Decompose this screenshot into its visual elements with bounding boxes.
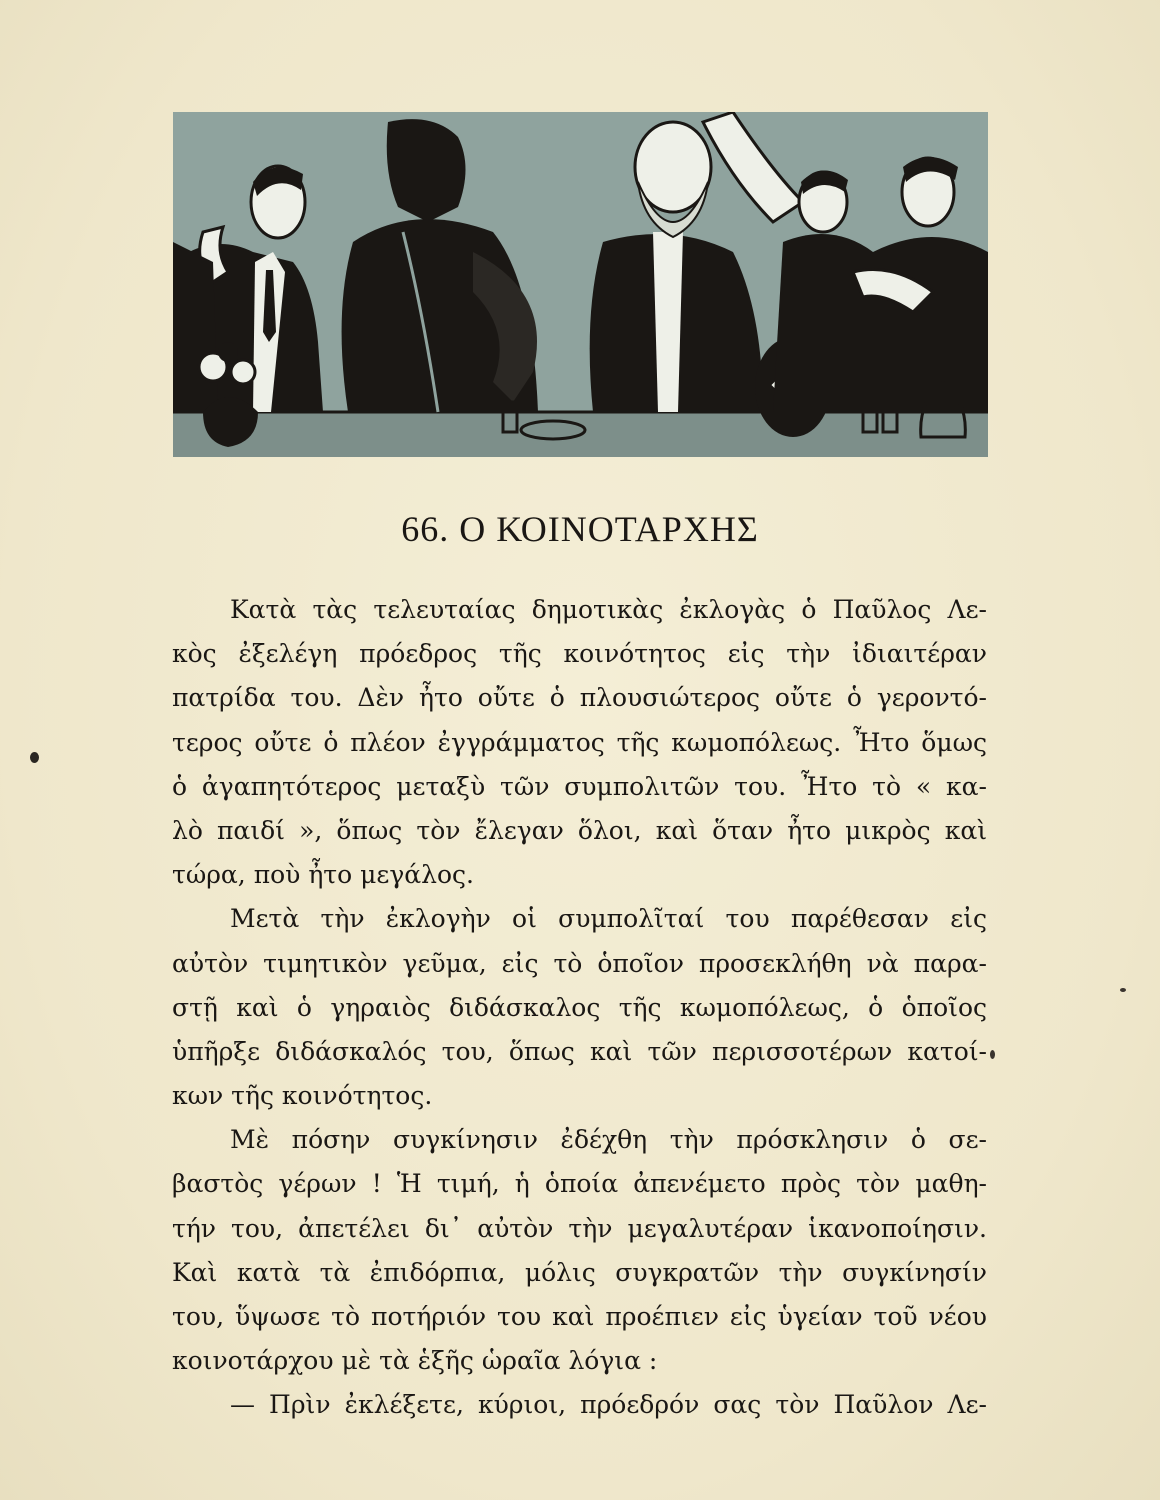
- margin-ink-dot: [30, 752, 39, 763]
- text-line: στῇ καὶ ὁ γηραιὸς διδάσκαλος τῆς κωμοπόλεως, ὁ ὁποῖος: [172, 992, 987, 1022]
- text-line: αὐτὸν τιμητικὸν γεῦμα, εἰς τὸ ὁποῖον προσεκλήθη νὰ παρα-: [172, 948, 987, 978]
- far-right-man-figure: [853, 157, 988, 412]
- text-line: — Πρὶν ἐκλέξετε, κύριοι, πρόεδρόν σας τὸν Παῦλον Λε-: [230, 1390, 987, 1420]
- ink-speck: [1120, 988, 1126, 992]
- back-view-man-figure: [342, 119, 538, 412]
- text-line: του, ὕψωσε τὸ ποτήριόν του καὶ προέπιεν εἰς ὑγείαν τοῦ νέου: [172, 1302, 987, 1331]
- text-line: Κατὰ τὰς τελευταίας δημοτικὰς ἐκλογὰς ὁ Παῦλος Λε-: [230, 595, 987, 624]
- text-line: Μὲ πόσην συγκίνησιν ἐδέχθη τὴν πρόσκλησιν ὁ σε-: [230, 1125, 987, 1155]
- chapter-body: [172, 588, 987, 1428]
- text-line: τώρα, ποὺ ἦτο μεγάλος.: [172, 860, 474, 890]
- banquet-illustration: [173, 112, 988, 457]
- chapter-title: 66. Ο ΚΟΙΝΟΤΑΡΧΗΣ: [401, 509, 759, 549]
- banquet-scene-drawing: [173, 112, 988, 457]
- text-line: Καὶ κατὰ τὰ ἐπιδόρπια, μόλις συγκρατῶν τὴν συγκίνησίν: [172, 1257, 987, 1287]
- text-line: κοινοτάρχου μὲ τὰ ἑξῆς ὡραῖα λόγια :: [172, 1346, 658, 1376]
- text-line: λὸ παιδί », ὅπως τὸν ἔλεγαν ὅλοι, καὶ ὅταν ἦτο μικρὸς καὶ: [172, 815, 987, 845]
- text-line: κὸς ἐξελέγη πρόεδρος τῆς κοινότητος εἰς τὴν ἰδιαιτέραν: [172, 639, 987, 669]
- paragraph-2: [172, 897, 987, 1118]
- text-line: ὑπῆρξε διδάσκαλός του, ὅπως καὶ τῶν περισσοτέρων κατοί-: [172, 1036, 987, 1066]
- text-line: τερος οὔτε ὁ πλέον ἐγγράμματος τῆς κωμοπόλεως. Ἦτο ὅμως: [172, 727, 987, 757]
- text-line: βαστὸς γέρων ! Ἡ τιμή, ἡ ὁποία ἀπενέμετο πρὸς τὸν μαθη-: [172, 1169, 987, 1199]
- text-line: ὁ ἀγαπητότερος μεταξὺ τῶν συμπολιτῶν του. Ἦτο τὸ « κα-: [172, 771, 987, 801]
- ink-speck: [990, 1050, 995, 1059]
- text-line: τήν του, ἀπετέλει δι᾽ αὐτὸν τὴν μεγαλυτέραν ἱκανοποίησιν.: [172, 1213, 987, 1243]
- text-line: Μετὰ τὴν ἐκλογὴν οἱ συμπολῖταί του παρέθεσαν εἰς: [230, 904, 987, 934]
- paragraph-3: [172, 1118, 987, 1383]
- paragraph-1: [172, 588, 987, 897]
- text-line: πατρίδα του. Δὲν ἦτο οὔτε ὁ πλουσιώτερος οὔτε ὁ γεροντό-: [172, 683, 987, 713]
- text-line: κων τῆς κοινότητος.: [172, 1081, 433, 1111]
- paragraph-4: [172, 1383, 987, 1427]
